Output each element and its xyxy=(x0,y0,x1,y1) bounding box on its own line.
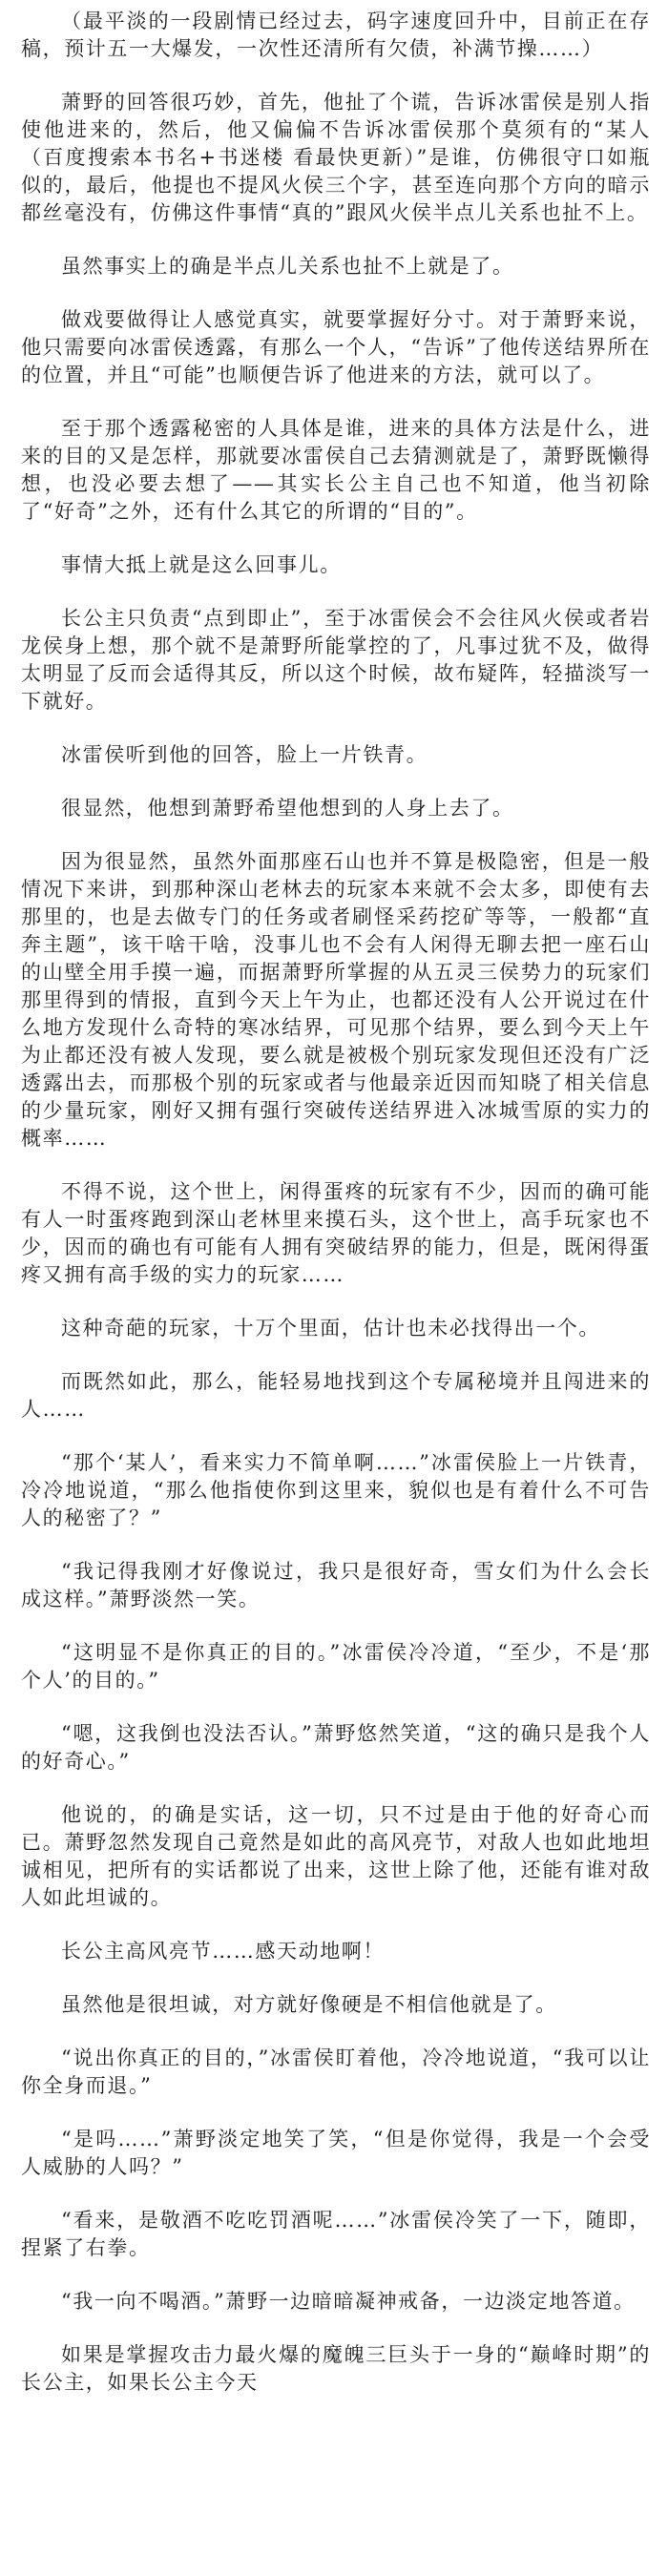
paragraph: “嗯，这我倒也没法否认。”萧野悠然笑道，“这的确只是我个人的好奇心。” xyxy=(21,1722,651,1773)
paragraph: 至于那个透露秘密的人具体是谁，进来的具体方法是什么，进来的目的又是怎样，那就要冰雷侯自己去猜测就是了，萧野既懒得想，也没必要去想了——其实长公主自己也不知道，他当初除了“好奇”之外，还有什么其它的所谓的“目的”。 xyxy=(21,417,651,523)
paragraph: 虽然事实上的确是半点儿关系也扯不上就是了。 xyxy=(61,255,514,278)
paragraph: 很显然，他想到萧野希望他想到的人身上去了。 xyxy=(61,797,514,820)
paragraph: “那个‘某人’，看来实力不简单啊……”冰雷侯脸上一片铁青，冷冷地说道，“那么他指使你到这里来，貌似也是有着什么不可告人的秘密了？” xyxy=(21,1451,651,1529)
paragraph: 如果是掌握攻击力最火爆的魔魄三巨头于一身的“巅峰时期”的长公主，如果长公主今天 xyxy=(21,2343,651,2394)
paragraph: 而既然如此，那么，能轻易地找到这个专属秘境并且闯进来的人…… xyxy=(21,1370,651,1421)
paragraph: （最平淡的一段剧情已经过去，码字速度回升中，目前正在存稿，预计五一大爆发，一次性还清所有欠债，补满节操……） xyxy=(21,10,651,60)
paragraph: 不得不说，这个世上，闲得蛋疼的玩家有不少，因而的确可能有人一时蛋疼跑到深山老林里来摸石头，这个世上，高手玩家也不少，因而的确也有可能有人拥有突破结界的能力，但是，既闲得蛋疼又拥有高手级的实力的玩家…… xyxy=(21,1180,651,1286)
paragraph: “我一向不喝酒。”萧野一边暗暗凝神戒备，一边淡定地答道。 xyxy=(61,2290,636,2313)
paragraph: 冰雷侯听到他的回答，脸上一片铁青。 xyxy=(61,743,428,766)
paragraph: 萧野的回答很巧妙，首先，他扯了个谎，告诉冰雷侯是别人指使他进来的，然后，他又偏偏不告诉冰雷侯那个莫须有的“某人（百度搜索本书名+书迷楼 看最快更新）”是谁，仿佛很守口如瓶似的，最后，他提也不提风火侯三个字，甚至连向那个方向的暗示都丝毫没有，仿佛这件事情“真的”跟风火侯半点儿关系也扯不上。 xyxy=(21,91,651,224)
paragraph: “我记得我刚才好像说过，我只是很好奇，雪女们为什么会长成这样。”萧野淡然一笑。 xyxy=(21,1560,651,1610)
paragraph: 长公主高风亮节……感天动地啊！ xyxy=(61,1940,385,1963)
paragraph: 虽然他是很坦诚，对方就好像硬是不相信他就是了。 xyxy=(61,1993,557,2016)
paragraph: “说出你真正的目的，”冰雷侯盯着他，冷冷地说道，“我可以让你全身而退。” xyxy=(21,2046,651,2097)
paragraph: 因为很显然，虽然外面那座石山也并不算是极隐密，但是一般情况下来讲，到那种深山老林去的玩家本来就不会太多，即使有去那里的，也是去做专门的任务或者刷怪采药挖矿等等，一般都“直奔主题”，该干啥干啥，没事儿也不会有人闲得无聊去把一座石山的山壁全用手摸一遍，而据萧野所掌握的从五灵三侯势力的玩家们那里得到的情报，直到今天上午为止，也都还没有人公开说过在什么地方发现什么奇特的寒冰结界，可见那个结界，要么到今天上午为止都还没有被人发现，要么就是被极个别玩家发现但还没有广泛透露出去，而那极个别的玩家或者与他最亲近因而知晓了相关信息的少量玩家，刚好又拥有强行突破传送结界进入冰城雪原的实力的概率…… xyxy=(21,850,651,1150)
paragraph: “这明显不是你真正的目的。”冰雷侯冷冷道，“至少，不是‘那个人’的目的。” xyxy=(21,1641,651,1692)
paragraph: 做戏要做得让人感觉真实，就要掌握好分寸。对于萧野来说，他只需要向冰雷侯透露，有那么一个人，“告诉”了他传送结界所在的位置，并且“可能”也顺便告诉了他进来的方法，就可以了。 xyxy=(21,308,651,386)
paragraph: 这种奇葩的玩家，十万个里面，估计也未必找得出一个。 xyxy=(61,1317,600,1340)
paragraph: 他说的，的确是实话，这一切，只不过是由于他的好奇心而已。萧野忽然发现自己竟然是如此的高风亮节，对敌人也如此地坦诚相见，把所有的实话都说了出来，这世上除了他，还能有谁对敌人如此坦诚的。 xyxy=(21,1803,651,1909)
paragraph: 事情大抵上就是这么回事儿。 xyxy=(61,553,342,576)
paragraph: “看来，是敬酒不吃吃罚酒呢……”冰雷侯冷笑了一下，随即，捏紧了右拳。 xyxy=(21,2209,651,2259)
paragraph: “是吗……”萧野淡定地笑了笑，“但是你觉得，我是一个会受人威胁的人吗？” xyxy=(21,2128,651,2178)
paragraph: 长公主只负责“点到即止”，至于冰雷侯会不会往风火侯或者岩龙侯身上想，那个就不是萧野所能掌控的了，凡事过犹不及，做得太明显了反而会适得其反，所以这个时候，故布疑阵，轻描淡写一下就好。 xyxy=(21,607,651,713)
